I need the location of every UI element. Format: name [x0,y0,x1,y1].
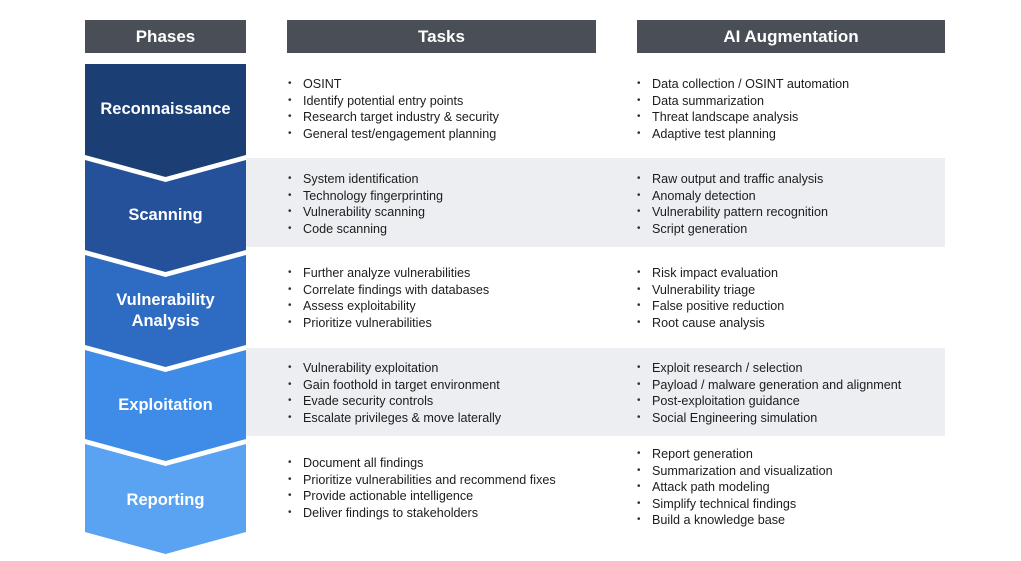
list-item: • Adaptive test planning [636,126,849,143]
chevron-reconnaissance [85,64,246,177]
list-item: • System identification [287,171,443,188]
list-item: • Vulnerability exploitation [287,360,501,377]
list-item: • Summarization and visualization [636,463,833,480]
list-item: • Data collection / OSINT automation [636,76,849,93]
tasks-list-scanning [287,171,443,237]
list-item: • Deliver findings to stakeholders [287,505,556,522]
phase-chevron-flow [85,0,246,561]
list-item: • Gain foothold in target environment [287,377,501,394]
list-item: • Prioritize vulnerabilities [287,315,489,332]
list-item: • Simplify technical findings [636,496,833,513]
list-item: • Escalate privileges & move laterally [287,410,501,427]
phase-label-reporting: Reporting [126,490,205,509]
tasks-list-vulnerability-analysis [287,265,489,331]
list-item: • Root cause analysis [636,315,784,332]
list-item: • Risk impact evaluation [636,265,784,282]
list-item: • Attack path modeling [636,479,833,496]
tasks-list-reconnaissance [287,76,499,142]
list-item: • Document all findings [287,455,556,472]
list-item: • Report generation [636,446,833,463]
list-item: • Technology fingerprinting [287,188,443,205]
phase-label-scanning: Scanning [128,205,203,224]
list-item: • Correlate findings with databases [287,282,489,299]
list-item: • False positive reduction [636,298,784,315]
list-item: • Data summarization [636,93,849,110]
list-item: • Build a knowledge base [636,512,833,529]
ai-list-reconnaissance [636,76,849,142]
header-tasks: Tasks [287,20,596,53]
phase-label-exploitation: Exploitation [118,395,213,414]
list-item: • Prioritize vulnerabilities and recommend fixes [287,472,556,489]
list-item: • Further analyze vulnerabilities [287,265,489,282]
list-item: • OSINT [287,76,499,93]
ai-list-reporting [636,446,833,529]
list-item: • Assess exploitability [287,298,489,315]
phase-label-line: Vulnerability [116,291,215,309]
header-phases: Phases [85,20,246,53]
list-item: • Code scanning [287,221,443,238]
header-ai-augmentation: AI Augmentation [637,20,945,53]
list-item: • Evade security controls [287,393,501,410]
list-item: • Threat landscape analysis [636,109,849,126]
list-item: • Exploit research / selection [636,360,901,377]
tasks-list-reporting [287,455,556,521]
ai-list-scanning [636,171,828,237]
list-item: • General test/engagement planning [287,126,499,143]
list-item: • Payload / malware generation and alignment [636,377,901,394]
list-item: • Vulnerability triage [636,282,784,299]
list-item: • Anomaly detection [636,188,828,205]
list-item: • Vulnerability scanning [287,204,443,221]
list-item: • Provide actionable intelligence [287,488,556,505]
ai-list-vulnerability-analysis [636,265,784,331]
phase-label-line: Analysis [131,312,200,330]
tasks-list-exploitation [287,360,501,426]
phase-label-vulnerability-analysis [85,289,246,333]
ai-list-exploitation [636,360,901,426]
phase-label-reconnaissance: Reconnaissance [100,99,231,118]
list-item: • Research target industry & security [287,109,499,126]
list-item: • Vulnerability pattern recognition [636,204,828,221]
list-item: • Script generation [636,221,828,238]
list-item: • Post-exploitation guidance [636,393,901,410]
list-item: • Social Engineering simulation [636,410,901,427]
list-item: • Identify potential entry points [287,93,499,110]
list-item: • Raw output and traffic analysis [636,171,828,188]
